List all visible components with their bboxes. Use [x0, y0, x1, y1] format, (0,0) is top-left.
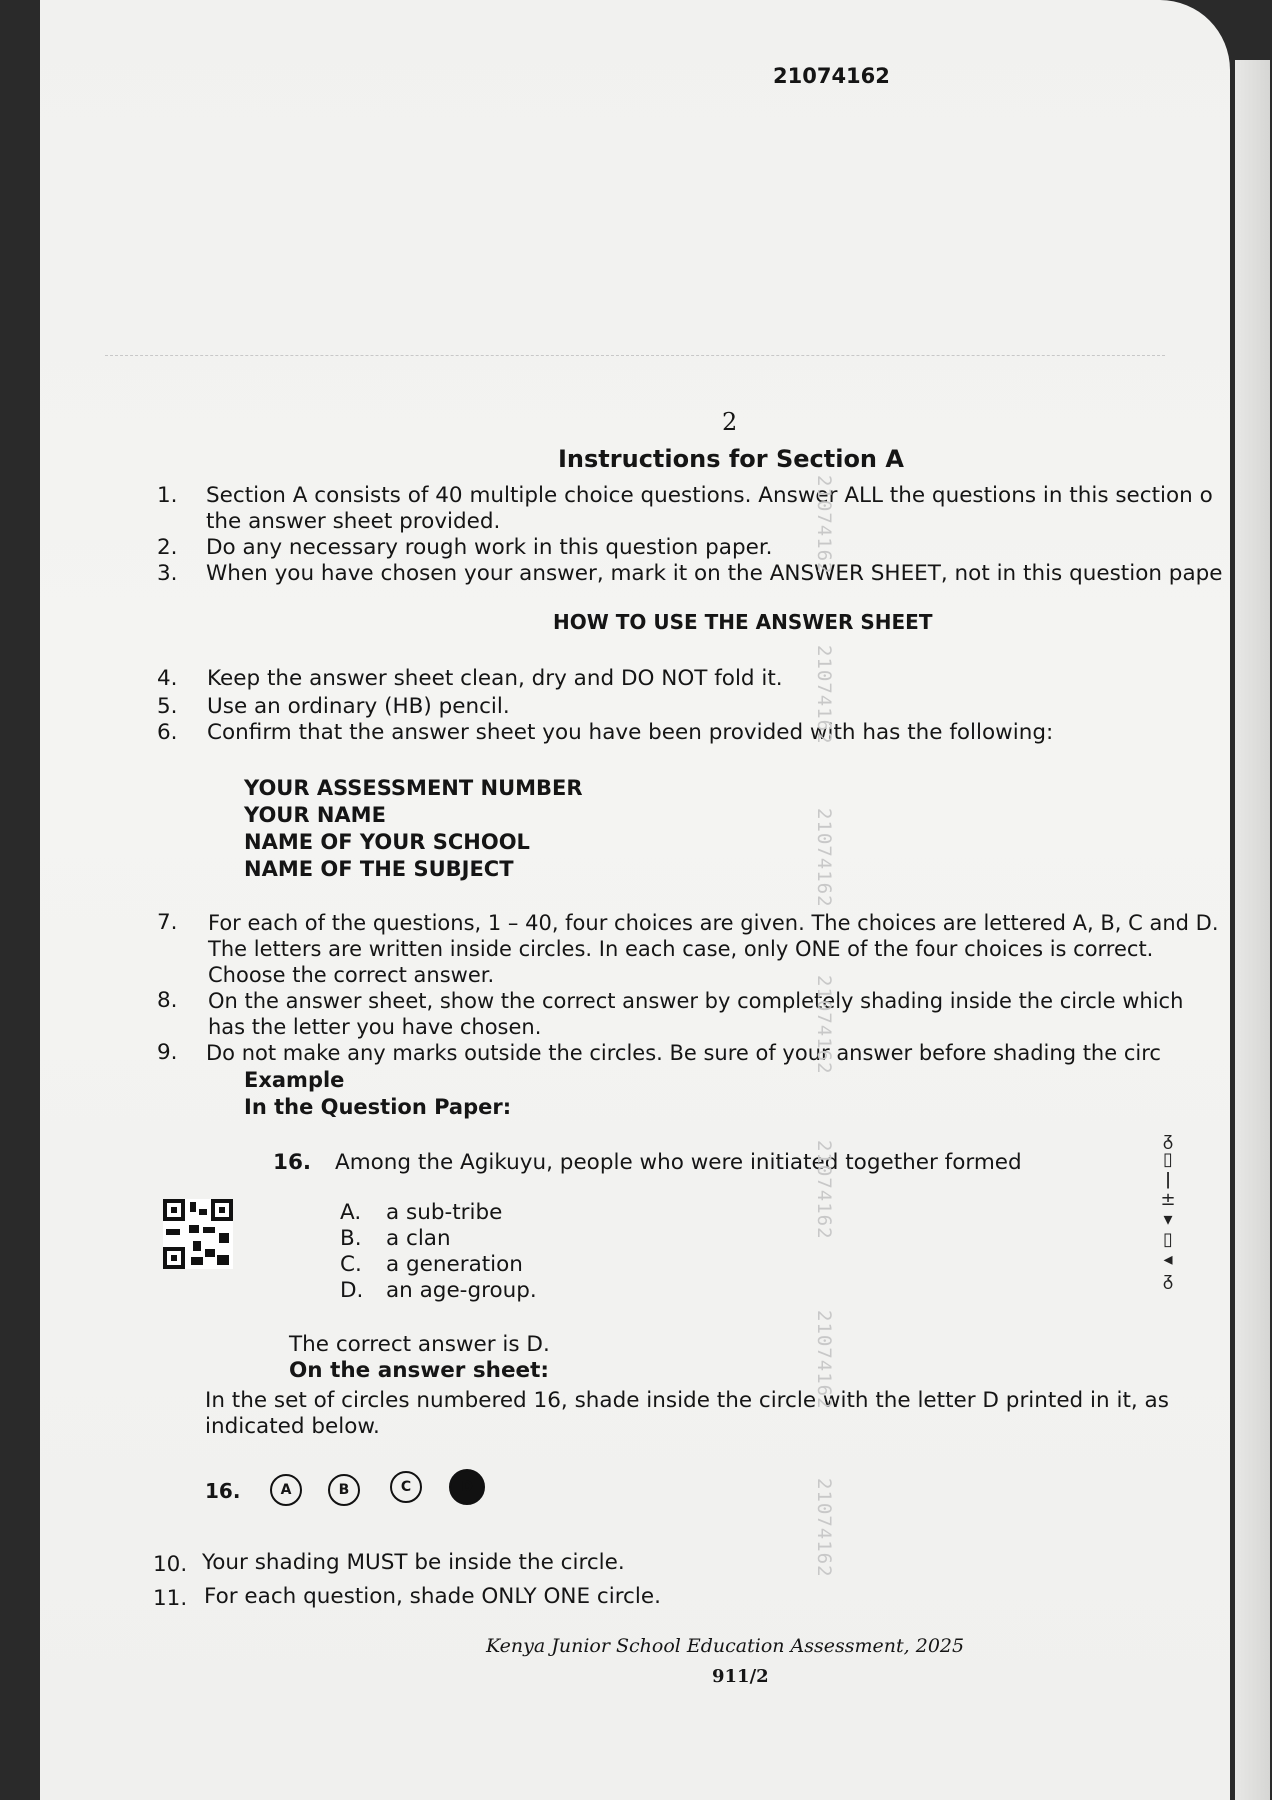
- instruction-text: has the letter you have chosen.: [208, 1015, 542, 1039]
- side-mark: ▯: [1163, 1149, 1173, 1170]
- side-mark: ±: [1160, 1189, 1176, 1210]
- option-letter: D.: [340, 1278, 364, 1303]
- option-letter: C.: [340, 1252, 362, 1277]
- instruction-number: 1.: [157, 483, 178, 508]
- option-letter: B.: [340, 1226, 362, 1251]
- instruction-number: 7.: [157, 910, 178, 935]
- instruction-text: Section A consists of 40 multiple choice questions. Answer ALL the questions in this section o: [206, 483, 1213, 508]
- sheet-field: NAME OF YOUR SCHOOL: [244, 830, 530, 854]
- bubble-c: C: [390, 1471, 422, 1503]
- option-text: an age-group.: [386, 1278, 537, 1303]
- answer-sheet-heading: HOW TO USE THE ANSWER SHEET: [553, 610, 933, 634]
- side-mark: ▾: [1163, 1209, 1173, 1230]
- example-label: Example: [244, 1068, 345, 1092]
- instruction-number: 2.: [157, 535, 178, 560]
- sheet-field: YOUR ASSESSMENT NUMBER: [244, 776, 583, 800]
- option-text: a generation: [386, 1252, 523, 1277]
- option-text: a clan: [386, 1226, 451, 1251]
- sheet-field: YOUR NAME: [244, 803, 386, 827]
- watermark: 21074162: [813, 645, 835, 745]
- instruction-text: For each question, shade ONLY ONE circle.: [204, 1584, 661, 1609]
- bubble-b: B: [328, 1474, 360, 1506]
- answer-sheet-label: On the answer sheet:: [289, 1358, 550, 1383]
- example-question-text: Among the Agikuyu, people who were initiated together formed: [335, 1150, 1022, 1175]
- watermark: 21074162: [813, 475, 835, 575]
- sheet-field: NAME OF THE SUBJECT: [244, 857, 514, 881]
- shade-instruction: indicated below.: [205, 1414, 380, 1439]
- instruction-text: Confirm that the answer sheet you have been provided with has the following:: [207, 720, 1054, 745]
- instruction-text: When you have chosen your answer, mark it on the ANSWER SHEET, not in this question pape: [206, 561, 1223, 586]
- page-edge: [1235, 60, 1270, 1800]
- side-mark: ◂: [1163, 1249, 1173, 1270]
- instruction-number: 4.: [157, 666, 178, 691]
- example-sublabel: In the Question Paper:: [244, 1095, 512, 1119]
- side-mark: ᵹ: [1162, 1129, 1174, 1150]
- correct-answer-text: The correct answer is D.: [289, 1332, 550, 1357]
- instruction-text: Use an ordinary (HB) pencil.: [207, 694, 510, 719]
- watermark: 21074162: [813, 1310, 835, 1410]
- bubble-d-shaded: D: [449, 1469, 485, 1505]
- bubble-row-number: 16.: [205, 1479, 241, 1503]
- instruction-text: Your shading MUST be inside the circle.: [202, 1550, 625, 1575]
- instruction-number: 6.: [157, 720, 178, 745]
- section-title: Instructions for Section A: [558, 445, 904, 473]
- option-text: a sub-tribe: [386, 1200, 503, 1225]
- instruction-number: 8.: [157, 988, 178, 1013]
- instruction-number: 11.: [153, 1586, 188, 1611]
- instruction-text: the answer sheet provided.: [206, 509, 501, 534]
- side-mark: ▯: [1163, 1229, 1173, 1250]
- instruction-text: Choose the correct answer.: [208, 963, 495, 987]
- shade-instruction: In the set of circles numbered 16, shade inside the circle with the letter D printed in it, as: [205, 1388, 1169, 1413]
- instruction-text: Do any necessary rough work in this question paper.: [206, 535, 773, 560]
- instruction-number: 10.: [153, 1552, 188, 1577]
- qr-code: [163, 1199, 233, 1269]
- footer-title: Kenya Junior School Education Assessment, 2025: [486, 1635, 965, 1657]
- example-question-number: 16.: [273, 1150, 312, 1175]
- instruction-text: On the answer sheet, show the correct answer by completely shading inside the circle which: [208, 989, 1184, 1013]
- watermark: 21074162: [813, 1478, 835, 1578]
- instruction-number: 9.: [157, 1040, 178, 1065]
- side-mark: ǀ: [1165, 1169, 1171, 1190]
- exam-page: [40, 0, 1230, 1800]
- page-number: 2: [722, 408, 738, 436]
- instruction-text: Do not make any marks outside the circles. Be sure of your answer before shading the circ: [206, 1041, 1161, 1065]
- fold-line: [105, 355, 1165, 356]
- instruction-number: 3.: [157, 561, 178, 586]
- watermark: 21074162: [813, 808, 835, 908]
- watermark: 21074162: [813, 1140, 835, 1240]
- instruction-text: The letters are written inside circles. In each case, only ONE of the four choices is correct.: [208, 937, 1154, 961]
- instruction-text: Keep the answer sheet clean, dry and DO NOT fold it.: [207, 666, 783, 691]
- paper-serial-number: 21074162: [773, 64, 890, 88]
- instruction-number: 5.: [157, 694, 178, 719]
- side-mark: ᵹ: [1162, 1269, 1174, 1290]
- footer-code: 911/2: [712, 1666, 769, 1687]
- option-letter: A.: [340, 1200, 362, 1225]
- bubble-a: A: [270, 1474, 302, 1506]
- watermark: 21074162: [813, 975, 835, 1075]
- side-marks: [1156, 1130, 1180, 1290]
- instruction-text: For each of the questions, 1 – 40, four choices are given. The choices are lettered A, B, C and D.: [208, 911, 1219, 935]
